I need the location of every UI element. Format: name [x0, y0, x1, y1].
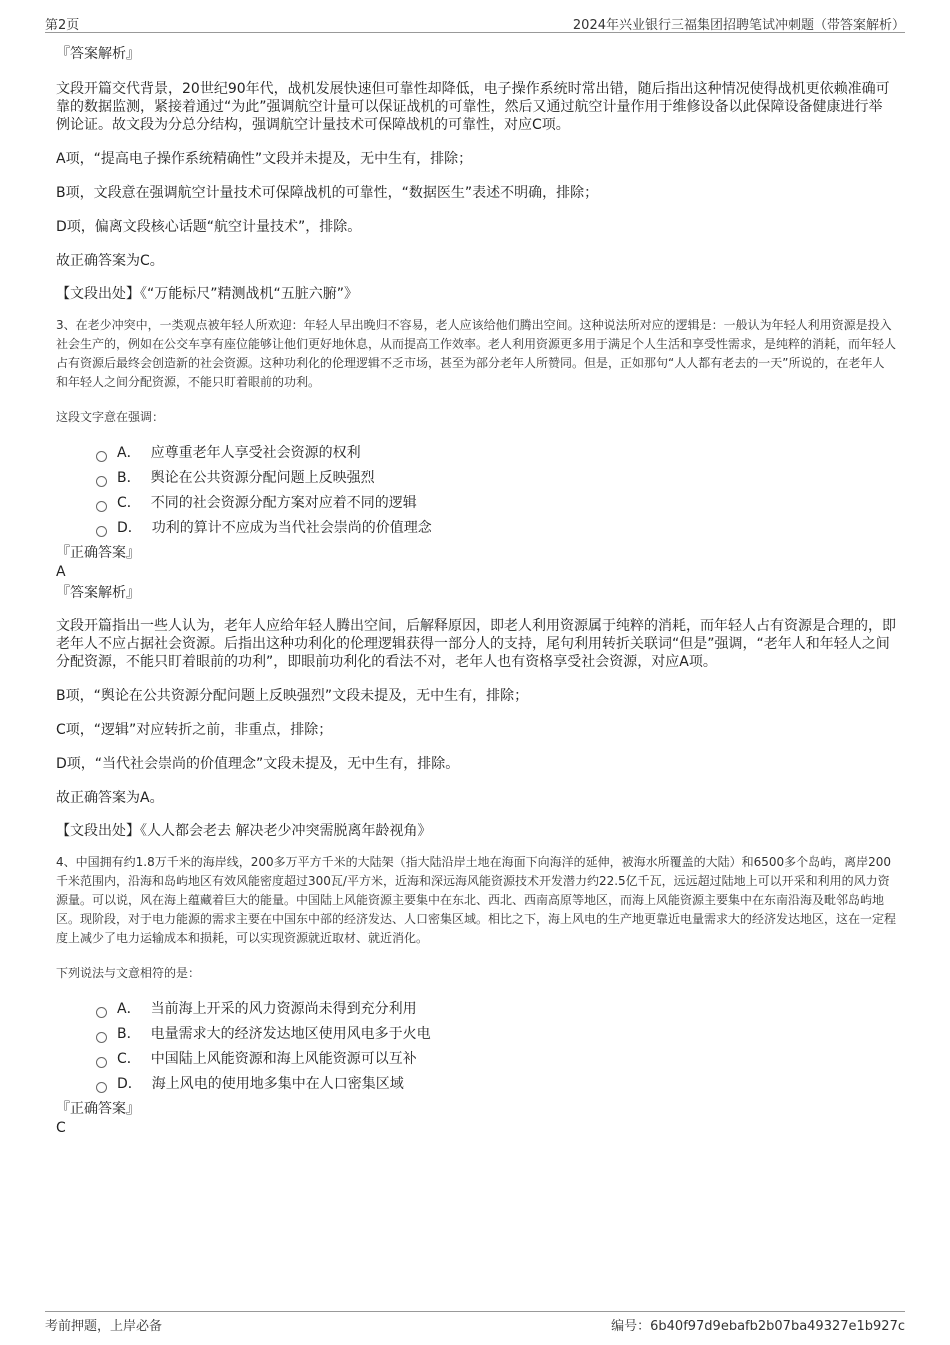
radio-button-icon[interactable] [96, 1007, 107, 1018]
option-text: 中国陆上风能资源和海上风能资源可以互补 [150, 1051, 417, 1067]
q4-option-d[interactable] [96, 1074, 896, 1094]
q4-answer-label: 『正确答案』 [56, 1101, 140, 1117]
q3-source: 【文段出处】《人人都会老去 解决老少冲突需脱离年龄视角》 [56, 823, 432, 839]
q3-options [56, 443, 896, 538]
option-text: 海上风电的使用地多集中在人口密集区域 [151, 1076, 404, 1092]
q3-option-b-note: B项，“舆论在公共资源分配问题上反映强烈”文段未提及，无中生有，排除； [56, 688, 529, 704]
page-header [45, 12, 905, 33]
q3-analysis-label: 『答案解析』 [56, 585, 140, 601]
q2-analysis-label: 『答案解析』 [56, 46, 140, 62]
q3-question: 这段文字意在强调： [56, 410, 165, 424]
q3-analysis-text: 文段开篇指出一些人认为，老年人应给年轻人腾出空间，后解释原因，即老人利用资源属于纯粹的消耗，而年轻人占有资源是合理的，即老年人不应占据社会资源。后指出这种功利化的伦理逻辑获得一部分人的支持，尾句利用转折关联词“但是”强调，“老年人和年轻人之间分配资源，不能只盯着眼前的功利”，即眼前功利化的看法不对，老年人也有资格享受社会资源，对应A项。 [56, 618, 896, 670]
option-key: C． [117, 1051, 141, 1067]
document-title: 2024年兴业银行三福集团招聘笔试冲刺题（带答案解析） [572, 18, 905, 33]
option-key: D． [117, 1076, 142, 1092]
q3-conclusion: 故正确答案为A。 [56, 790, 164, 806]
q2-option-a-note: A项，“提高电子操作系统精确性”文段并未提及，无中生有，排除； [56, 151, 473, 167]
q4-option-c[interactable] [96, 1049, 896, 1069]
q3-answer-label: 『正确答案』 [56, 545, 140, 561]
footer-code-value: 6b40f97d9ebafb2b07ba49327e1b927c [650, 1319, 905, 1334]
q3-option-b[interactable] [96, 468, 896, 488]
option-key: D． [117, 520, 142, 536]
q4-question: 下列说法与文意相符的是： [56, 966, 201, 980]
q3-option-c-note: C项，“逻辑”对应转折之前，非重点，排除； [56, 722, 333, 738]
footer-code-label: 编号： [611, 1319, 651, 1334]
radio-button-icon[interactable] [96, 1032, 107, 1043]
radio-button-icon[interactable] [96, 476, 107, 487]
q4-stem: 4、中国拥有约1.8万千米的海岸线，200多万平方千米的大陆架（指大陆沿岸土地在海面下向海洋的延伸，被海水所覆盖的大陆）和6500多个岛屿，离岸200千米范围内，沿海和岛屿地区有效风能密度超过300瓦/平方米，近海和深远海风能资源技术开发潜力约22.5亿千瓦，远远超过陆地上可以开采和利用的风力资源量。可以说，风在海上蕴藏着巨大的能量。中国陆上风能资源主要集中在东北、西北、西南高原等地区，而海上风能资源主要集中在东南沿海及毗邻岛屿地区。现阶段，对于电力能源的需求主要在中国东中部的经济发达、人口密集区域。相比之下，海上风电的生产地更靠近电量需求大的经济发达地区，这在一定程度上减少了电力运输成本和损耗，可以实现资源就近取材、就近消化。 [56, 855, 897, 945]
q3-answer: A [56, 564, 66, 580]
radio-button-icon[interactable] [96, 1057, 107, 1068]
option-text: 舆论在公共资源分配问题上反映强烈 [150, 470, 375, 486]
radio-button-icon[interactable] [96, 451, 107, 462]
option-key: A． [117, 1001, 141, 1017]
page-content [56, 44, 896, 1137]
option-key: A． [117, 445, 141, 461]
q2-conclusion: 故正确答案为C。 [56, 253, 164, 269]
radio-button-icon[interactable] [96, 501, 107, 512]
q2-source: 【文段出处】《“万能标尺”精测战机“五脏六腑”》 [56, 286, 359, 302]
q3-option-d[interactable] [96, 518, 896, 538]
radio-button-icon[interactable] [96, 1082, 107, 1093]
option-text: 当前海上开采的风力资源尚未得到充分利用 [150, 1001, 417, 1017]
page-number: 第2页 [45, 18, 80, 33]
radio-button-icon[interactable] [96, 526, 107, 537]
q4-answer: C [56, 1120, 66, 1136]
footer-code [611, 1315, 905, 1334]
q2-option-b-note: B项，文段意在强调航空计量技术可保障战机的可靠性，“数据医生”表述不明确，排除； [56, 185, 599, 201]
option-key: B． [117, 1026, 141, 1042]
option-text: 功利的算计不应成为当代社会崇尚的价值理念 [151, 520, 432, 536]
q2-option-d-note: D项，偏离文段核心话题“航空计量技术”，排除。 [56, 219, 362, 235]
option-text: 电量需求大的经济发达地区使用风电多于火电 [150, 1026, 431, 1042]
q3-option-d-note: D项，“当代社会崇尚的价值理念”文段未提及，无中生有，排除。 [56, 756, 460, 772]
page-footer [45, 1311, 905, 1332]
option-key: B． [117, 470, 141, 486]
option-text: 不同的社会资源分配方案对应着不同的逻辑 [150, 495, 417, 511]
q3-option-c[interactable] [96, 493, 896, 513]
q4-option-a[interactable] [96, 999, 896, 1019]
option-key: C． [117, 495, 141, 511]
footer-slogan: 考前押题，上岸必备 [45, 1319, 163, 1334]
q3-option-a[interactable] [96, 443, 896, 463]
option-text: 应尊重老年人享受社会资源的权利 [150, 445, 361, 461]
q2-analysis-text: 文段开篇交代背景，20世纪90年代，战机发展快速但可靠性却降低，电子操作系统时常出错，随后指出这种情况使得战机更依赖准确可靠的数据监测，紧接着通过“为此”强调航空计量可以保证战机的可靠性，然后又通过航空计量作用于维修设备以此保障设备健康进行举例论证。故文段为分总分结构，强调航空计量技术可保障战机的可靠性，对应C项。 [56, 81, 890, 133]
q3-stem: 3、在老少冲突中，一类观点被年轻人所欢迎：年轻人早出晚归不容易，老人应该给他们腾出空间。这种说法所对应的逻辑是：一般认为年轻人利用资源是投入社会生产的，例如在公交车享有座位能够让他们更好地休息，从而提高工作效率。老人利用资源更多用于满足个人生活和享受性需求，是纯粹的消耗，而年轻人占有资源后最终会创造新的社会资源。这种功利化的伦理逻辑不乏市场，甚至为部分老年人所赞同。但是，正如那句“人人都有老去的一天”所说的，在老年人和年轻人之间分配资源，不能只盯着眼前的功利。 [56, 318, 897, 389]
q4-options [56, 999, 896, 1094]
q4-option-b[interactable] [96, 1024, 896, 1044]
